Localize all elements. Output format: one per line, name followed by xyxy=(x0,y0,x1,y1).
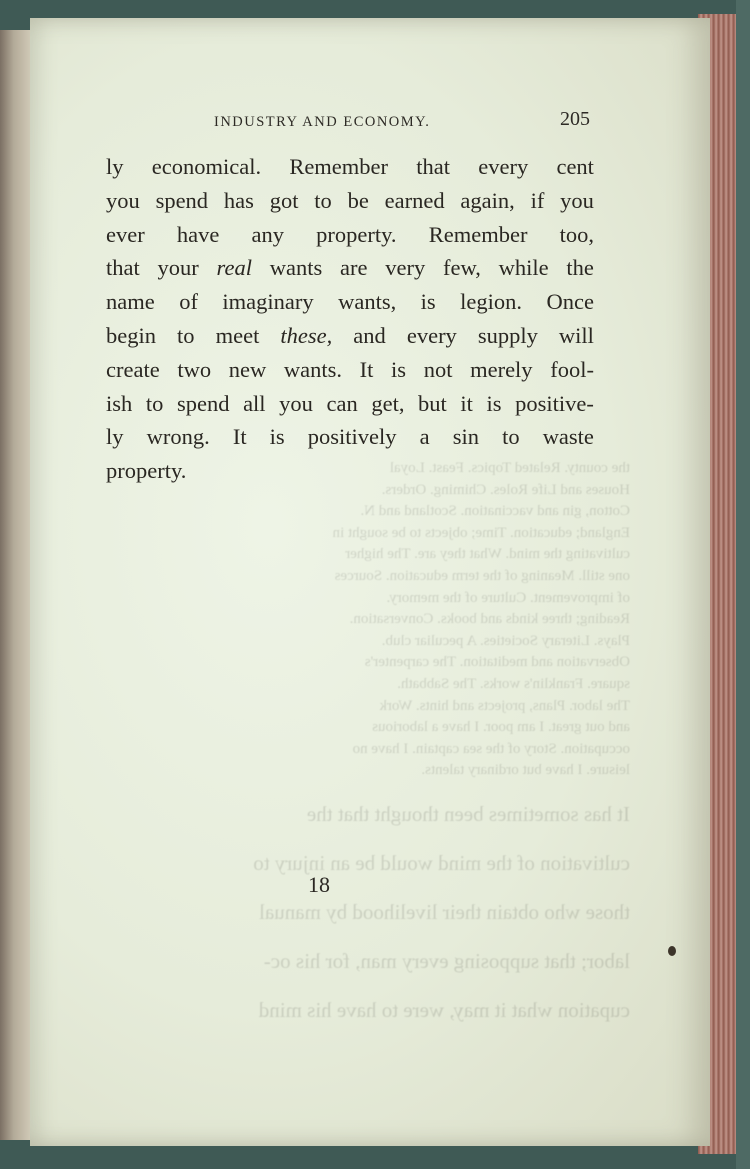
text-line xyxy=(106,319,594,353)
text-line xyxy=(106,150,594,184)
word: It xyxy=(232,424,247,450)
word: sin xyxy=(452,424,479,450)
word: has xyxy=(223,187,254,213)
word: to xyxy=(177,322,195,348)
word: these, xyxy=(280,322,333,348)
word: Remember xyxy=(428,221,528,247)
word: Remember xyxy=(289,154,389,179)
word: a xyxy=(419,424,430,450)
word: cent xyxy=(556,154,594,179)
word: will xyxy=(558,322,594,348)
word: can xyxy=(326,390,358,416)
word: that xyxy=(416,154,451,179)
text-line xyxy=(106,387,594,421)
word: get, xyxy=(371,390,405,416)
word: while xyxy=(498,255,549,281)
word: positively xyxy=(307,424,397,450)
word: to xyxy=(314,187,332,213)
text-line xyxy=(106,454,594,488)
page-header xyxy=(180,108,590,138)
word: ly xyxy=(106,154,124,179)
word: few, xyxy=(442,255,481,281)
word: is xyxy=(486,390,502,416)
word: if xyxy=(530,187,545,213)
page-number: 205 xyxy=(560,108,590,130)
word: you xyxy=(106,187,140,213)
word: you xyxy=(560,187,594,213)
signature-mark: 18 xyxy=(308,872,330,897)
text-line xyxy=(106,285,594,319)
word: spend xyxy=(155,187,209,213)
body-paragraph xyxy=(106,150,594,488)
word: not xyxy=(423,356,453,382)
word: that xyxy=(106,255,140,281)
word: your xyxy=(157,255,199,281)
word: every xyxy=(406,322,457,348)
word: very xyxy=(385,255,426,281)
word: property. xyxy=(316,221,397,247)
book-cover-edge xyxy=(736,0,750,1169)
text-line xyxy=(106,420,594,454)
word: are xyxy=(339,255,368,281)
word: ever xyxy=(106,221,145,247)
word: be xyxy=(347,187,369,213)
word: any xyxy=(251,221,285,247)
word: all xyxy=(243,390,266,416)
word: ly xyxy=(106,424,124,450)
word: earned xyxy=(384,187,445,213)
word: you xyxy=(279,390,313,416)
word: name xyxy=(106,289,155,315)
text-line xyxy=(106,218,594,252)
word: is xyxy=(391,356,407,382)
text-line xyxy=(106,184,594,218)
word: meet xyxy=(215,322,260,348)
word: fool- xyxy=(550,356,594,382)
word: again, xyxy=(460,187,515,213)
word: to xyxy=(145,390,164,416)
word: imaginary xyxy=(222,289,314,315)
running-head: INDUSTRY AND ECONOMY. xyxy=(214,114,431,130)
ink-spot xyxy=(668,946,676,956)
word: spend xyxy=(176,390,230,416)
word: waste xyxy=(542,424,594,450)
word: of xyxy=(179,289,198,315)
text-line xyxy=(106,251,594,285)
word: have xyxy=(176,221,220,247)
word: It xyxy=(359,356,374,382)
word: wants, xyxy=(338,289,397,315)
bleed-through-texture: the county. Related Topics. Feast. Loyal Houses and Life Roles. Chiming. Orders. Cotton, gin and vaccination. Scotland and N. England; education. Time; objects to be sought in cultivating the mind. What they are. The higher one still. Meaning of the term education. Sources of improvement. Culture of the memory. Reading; three kinds and books. Conversation. Plays. Literary Societies. A peculiar club. Observation and meditation. The carpenter's square. Franklin's works. The Sabbath. The labor. Plans, projects and hints. Work and out great. I am poor. I have a laborious occupation. Story of the sea captain. I have no leisure. I have but ordinary talents. It has sometimes been thought that the cultivation of the mind would be an injury to those who obtain their livelihood by manual labor; that supposing every man, for his oc- cupation what it may, were to have his mind xyxy=(253,460,630,1022)
word: merely xyxy=(470,356,533,382)
word: the xyxy=(566,255,594,281)
word: new xyxy=(228,356,267,382)
word: ish xyxy=(106,390,133,416)
word: but xyxy=(418,390,447,416)
word: create xyxy=(106,356,160,382)
word: is xyxy=(269,424,285,450)
word: wants xyxy=(269,255,323,281)
word: wants. xyxy=(283,356,342,382)
word: real xyxy=(216,255,252,281)
word: Once xyxy=(546,289,594,315)
word: got xyxy=(269,187,299,213)
word: supply xyxy=(477,322,538,348)
word: two xyxy=(177,356,212,382)
word: is xyxy=(420,289,436,315)
word: economical. xyxy=(151,154,262,179)
word: begin xyxy=(106,322,156,348)
word: to xyxy=(502,424,520,450)
word: and xyxy=(353,322,386,348)
word: it xyxy=(460,390,473,416)
word: positive- xyxy=(515,390,594,416)
word: too, xyxy=(559,221,594,247)
word: property. xyxy=(106,458,187,484)
text-line xyxy=(106,353,594,387)
word: wrong. xyxy=(146,424,210,450)
word: every xyxy=(478,154,529,179)
word: legion. xyxy=(460,289,522,315)
